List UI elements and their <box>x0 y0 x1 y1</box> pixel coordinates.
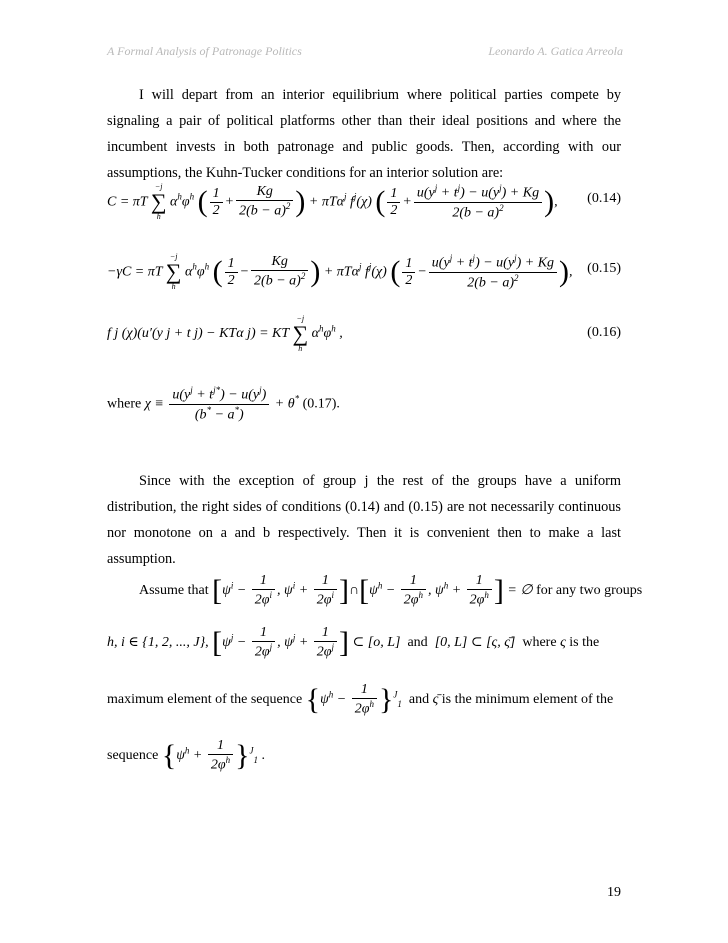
second-paragraph <box>107 468 621 572</box>
assume-sequence: sequence <box>107 748 159 764</box>
running-header-author: Leonardo A. Gatica Arreola <box>488 44 623 58</box>
assumption-line-3: maximum element of the sequence {$\psi^h$ − $\frac{1}{2\varphi^h}$ }$^J_1$ and ς̄ is the minimum element of the <box>107 682 614 717</box>
eq17-where: where <box>107 396 142 412</box>
intro-paragraph <box>107 82 621 186</box>
assume-max-lead: maximum element of the sequence <box>107 692 303 708</box>
assumption-line-4: sequence {$\psi^h$ + $\frac{1}{2\varphi^h}$ }$^J_1$ . <box>107 738 266 773</box>
eq15-lhs: −γC = πT <box>107 264 163 280</box>
assume-is-the: is the <box>569 635 600 651</box>
page-number: 19 <box>607 885 621 900</box>
intro-text: I will depart from an interior equilibrium where political parties compete by signaling a pair of political platforms other than their ideal positions and where the incumbent invests in both patronage and public goods. Then, according with our assumptions, the Kuhn-Tucker conditions for an interior solution are: <box>107 87 621 181</box>
equation-0-14: C = πT −j ∑ h $\alpha^h\varphi^h$ ( $\frac{1}{2}$ + $\frac{Kg}{2(b - a)^2}$ ) + πTα$^j$ $f^j(\chi)$ ( $\frac{1}{2}$ + $\frac{u(y^j + t^j) - u(y^j) + Kg}{2(b - a)^2}$ ), (0.14) <box>107 182 621 222</box>
assume-lead: Assume that <box>139 583 209 599</box>
eq16-number: (0.16) <box>587 325 621 340</box>
eq16-text: f j (χ)(u′(y j + t j) − KTα j) = KT <box>107 326 289 342</box>
equation-0-15: −γC = πT −j ∑ h $\alpha^h\varphi^h$ ( $\frac{1}{2}$ − $\frac{Kg}{2(b - a)^2}$ ) + πTα$^j$ $f^j(\chi)$ ( $\frac{1}{2}$ − $\frac{u(y^j + t^j) - u(y^j) + Kg}{2(b - a)^2}$ ), (0.15) <box>107 252 621 292</box>
eq17-number: (0.17). <box>302 396 340 412</box>
assume-where: where <box>522 635 557 651</box>
assume-max-and: and <box>408 692 430 708</box>
equation-0-16: f j (χ)(u′(y j + t j) − KTα j) = KT −j ∑ h $\alpha^h\varphi^h$ , (0.16) <box>107 314 621 353</box>
assume-min-tail: is the minimum element of the <box>441 692 614 708</box>
running-header-title: A Formal Analysis of Patronage Politics <box>107 44 302 58</box>
assumption-line-2: h, i ∈ {1, 2, ..., J}, [$\psi^j$ − $\frac{1}{2\varphi^j}$ , $\psi^j$ + $\frac{1}{2\varphi^j}$ ] ⊂ [o, L] and [0, L] ⊂ [ς, ς̄] where ς is the <box>107 625 600 660</box>
assume-tail: for any two groups <box>536 583 643 599</box>
equation-0-17: where χ ≡ $\frac{u(y^j + t^{j*}) - u(y^j)}{(b^* - a^*)}$ + θ* (0.17). <box>107 385 340 423</box>
eq14-number: (0.14) <box>587 191 621 206</box>
eq14-lhs: C = πT <box>107 194 148 210</box>
second-text: Since with the exception of group j the rest of the groups have a uniform distribution, the right sides of conditions (0.14) and (0.15) are not necessarily continuous nor monotone on a and b respectively. Then it is convenient then to make a last assumption. <box>107 473 621 567</box>
assume-and: and <box>407 635 428 651</box>
assumption-line-1: Assume that [$\psi^i$ − $\frac{1}{2\varphi^i}$ , $\psi^i$ + $\frac{1}{2\varphi^i}$ ]$\cap[\psi^h$ − $\frac{1}{2\varphi^h}$ , $\psi^h$ + $\frac{1}{2\varphi^h}$ ] = ∅ for any two groups <box>139 573 643 608</box>
eq15-number: (0.15) <box>587 261 621 276</box>
